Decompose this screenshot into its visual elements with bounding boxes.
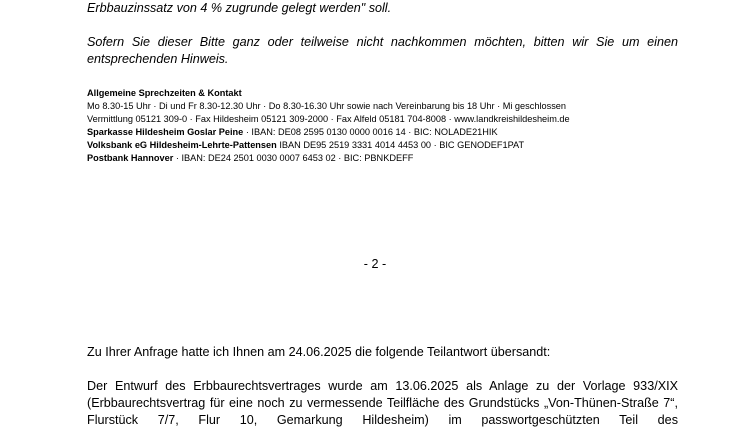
intro-tail-text: Erbbauzinssatz von 4 % zugrunde gelegt werden" soll.: [87, 1, 392, 15]
request-text-line-1: Sofern Sie dieser Bitte ganz oder teilweise nicht nachkommen möchten, bitten wir Sie um einen: [87, 35, 678, 49]
footer-bank-postbank: [87, 152, 413, 165]
footer-bank-sparkasse: [87, 126, 498, 139]
bank-name: Postbank Hannover: [87, 153, 174, 163]
paragraph-1: Zu Ihrer Anfrage hatte ich Ihnen am 24.06.2025 die folgende Teilantwort übersandt:: [87, 345, 551, 359]
bank-details: IBAN DE95 2519 3331 4014 4453 00 · BIC GENODEF1PAT: [276, 140, 525, 150]
footer-heading: Allgemeine Sprechzeiten & Kontakt: [87, 88, 242, 98]
request-text-line-2: entsprechenden Hinweis.: [87, 52, 229, 66]
footer-bank-volksbank: [87, 139, 524, 152]
paragraph-2-line-2: (Erbbaurechtsvertrag für eine noch zu vermessende Teilfläche des Grundstücks „Von-Thünen-Straße 7“,: [87, 396, 678, 410]
bank-details: · IBAN: DE24 2501 0030 0007 6453 02 · BIC: PBNKDEFF: [173, 153, 414, 163]
bank-name: Volksbank eG Hildesheim-Lehrte-Pattensen: [87, 140, 277, 150]
paragraph-2-line-3: Flurstück 7/7, Flur 10, Gemarkung Hildesheim) im passwortgeschützten Teil des: [87, 413, 678, 427]
bank-details: · IBAN: DE08 2595 0130 0000 0016 14 · BIC: NOLADE21HIK: [243, 127, 498, 137]
paragraph-2-line-1: Der Entwurf des Erbbaurechtsvertrages wurde am 13.06.2025 als Anlage zu der Vorlage 933/XIX: [87, 379, 678, 393]
page-number: - 2 -: [363, 257, 387, 271]
footer-contact: Vermittlung 05121 309-0 · Fax Hildesheim 05121 309-2000 · Fax Alfeld 05181 704-8008 · www.landkreishildesheim.de: [87, 114, 570, 124]
footer-hours: Mo 8.30-15 Uhr · Di und Fr 8.30-12.30 Uhr · Do 8.30-16.30 Uhr sowie nach Vereinbarung bis 18 Uhr · Mi geschlossen: [87, 101, 567, 111]
bank-name: Sparkasse Hildesheim Goslar Peine: [87, 127, 244, 137]
